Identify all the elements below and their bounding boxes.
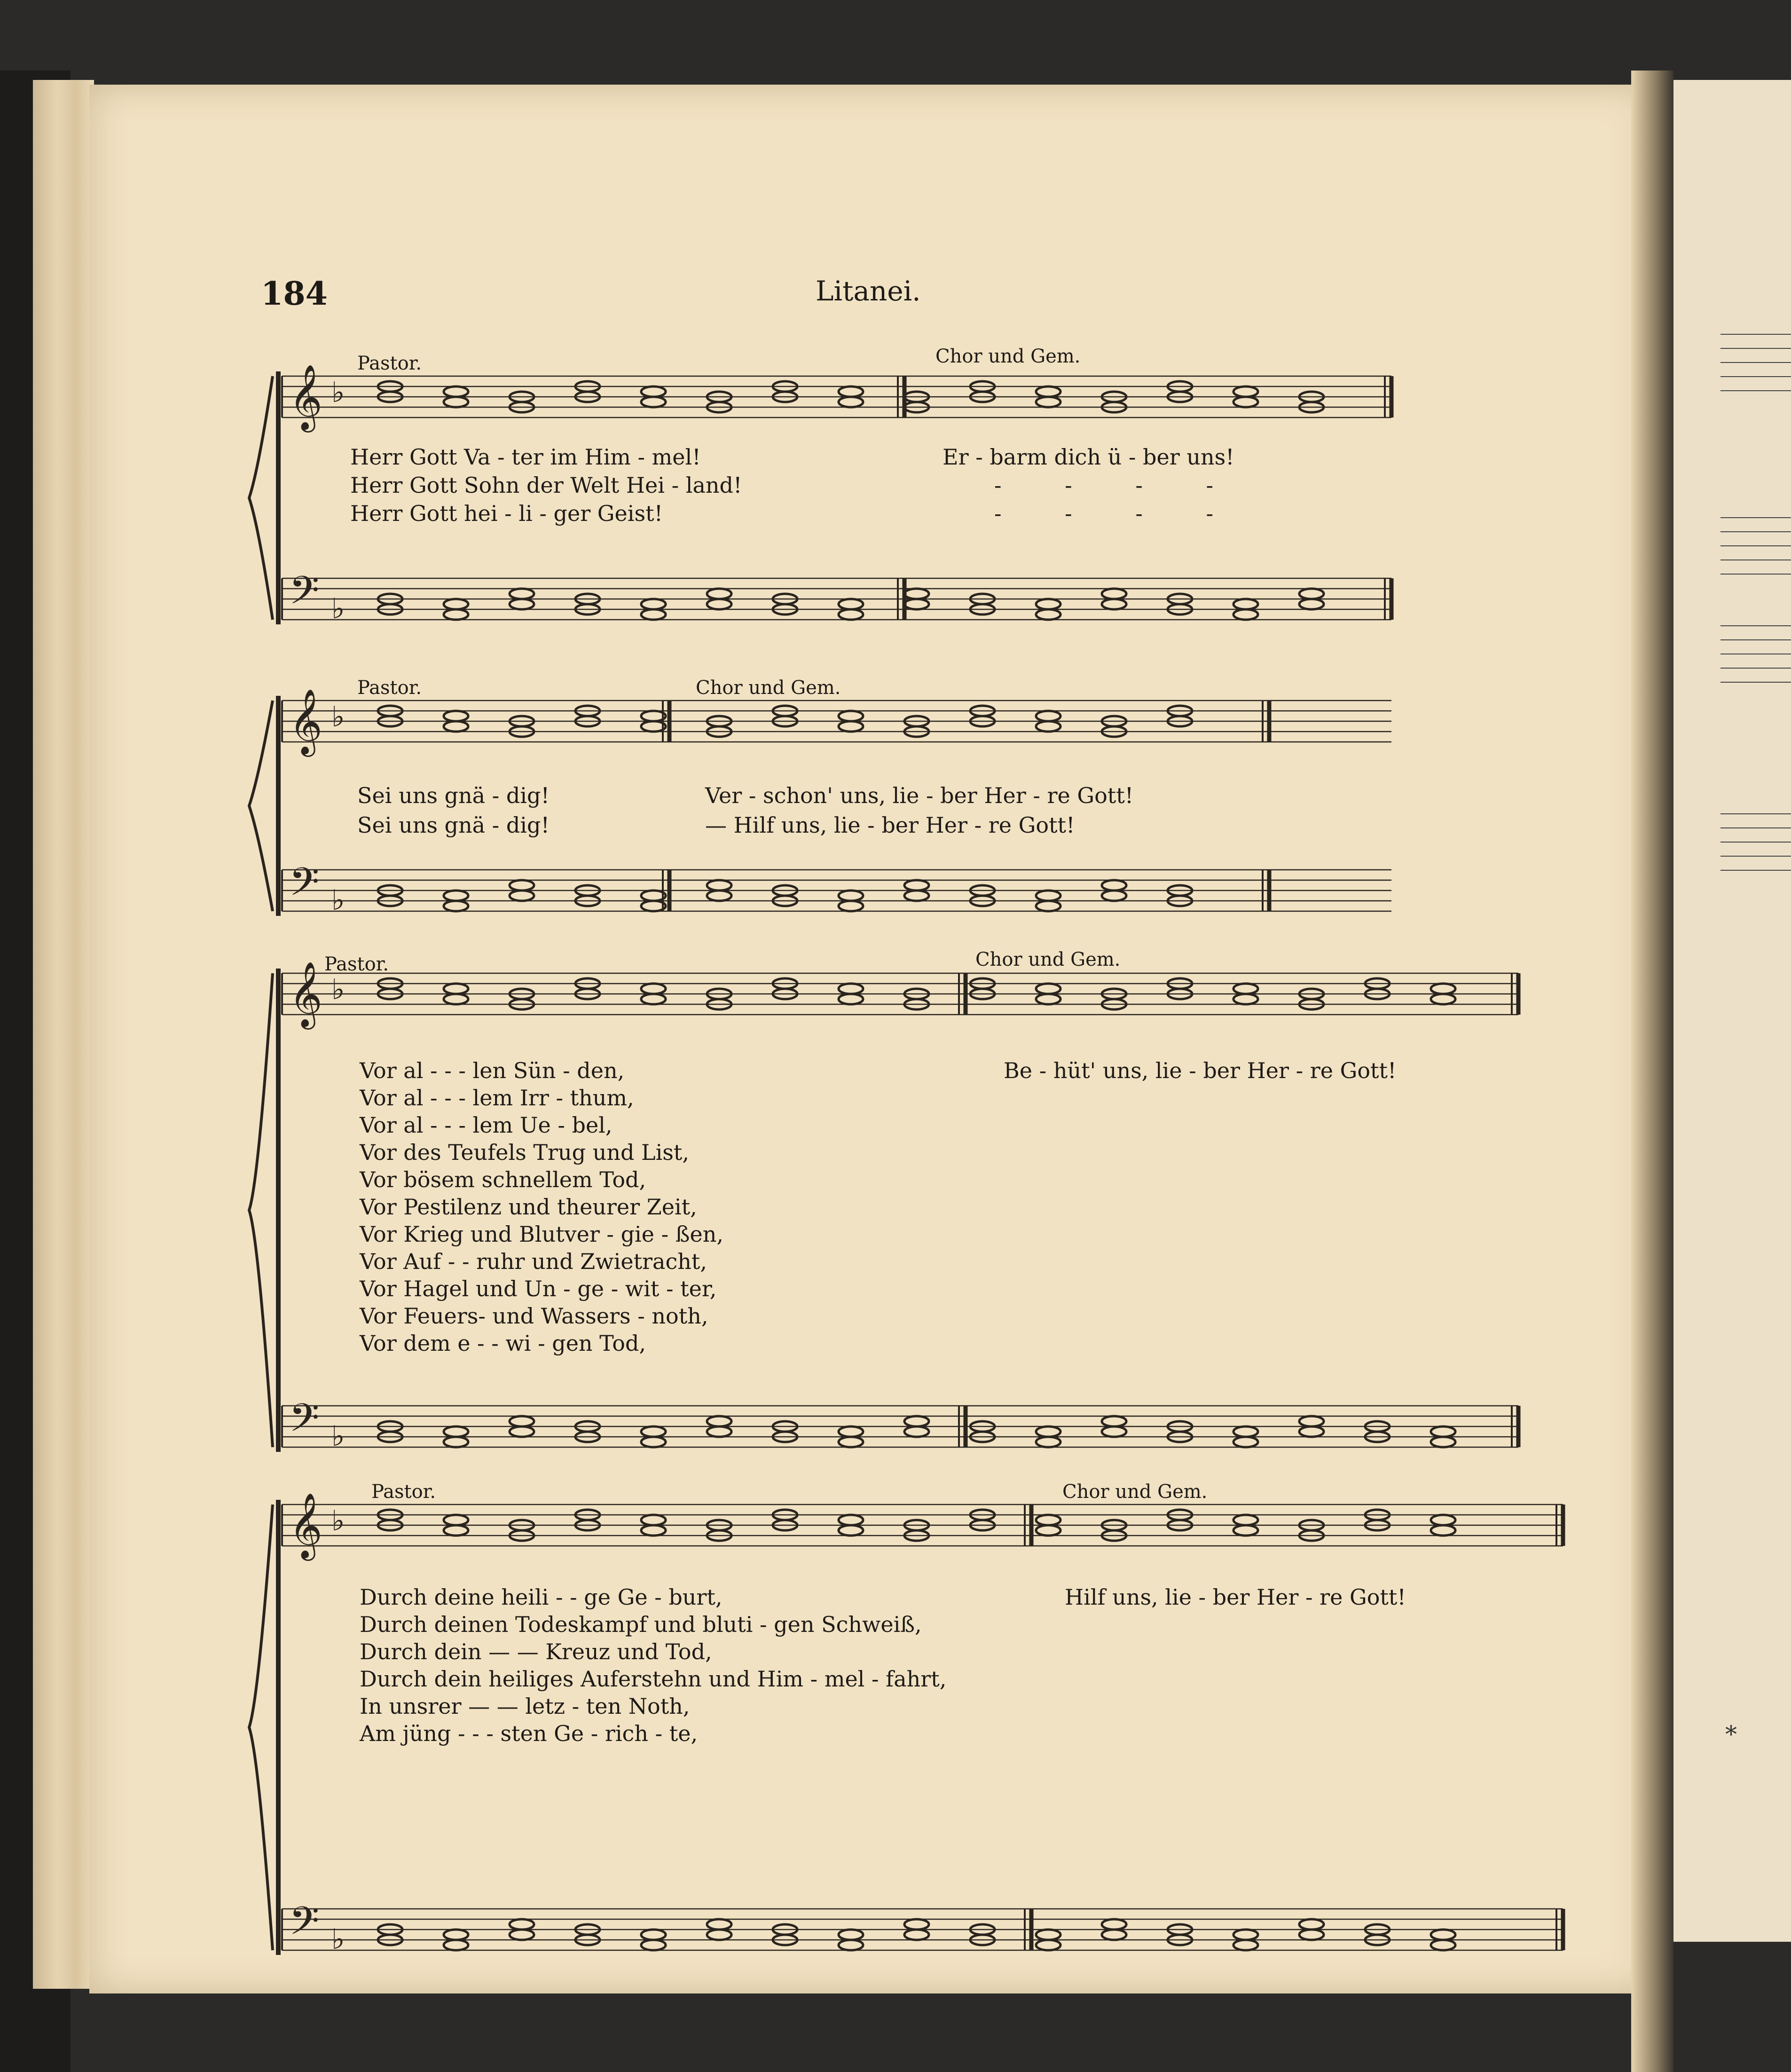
lyric-line: Durch dein heiliges Auferstehn und Him - mel - fahrt, [360, 1666, 947, 1692]
lyric-line: Vor al - - - lem Irr - thum, [360, 1085, 634, 1111]
lyric-line: Durch deine heili - - ge Ge - burt, [360, 1584, 723, 1610]
response-line: Be - hüt' uns, lie - ber Her - re Gott! [1004, 1058, 1397, 1083]
lyric-line: Vor dem e - - wi - gen Tod, [360, 1331, 646, 1356]
pastor-label: Pastor. [371, 1481, 436, 1503]
lyric-line: Vor Feuers- und Wassers - noth, [360, 1303, 708, 1329]
svg-text:♭: ♭ [331, 973, 345, 1006]
lyric-line: Vor Krieg und Blutver - gie - ßen, [360, 1221, 723, 1247]
chor-label: Chor und Gem. [696, 677, 841, 699]
svg-text:♭: ♭ [331, 701, 345, 733]
svg-text:♭: ♭ [331, 376, 345, 409]
pastor-label: Pastor. [357, 677, 422, 699]
lyric-line: Sei uns gnä - dig! [357, 812, 550, 838]
svg-text:𝄞: 𝄞 [289, 689, 322, 754]
lyric-line: Vor al - - - len Sün - den, [360, 1058, 625, 1083]
page-number: 184 [261, 275, 328, 313]
chor-label: Chor und Gem. [975, 949, 1121, 970]
response-line: — Hilf uns, lie - ber Her - re Gott! [705, 812, 1075, 838]
response-line: Er - barm dich ü - ber uns! [943, 444, 1234, 470]
svg-text:𝄞: 𝄞 [289, 1493, 322, 1558]
lyric-line: Vor des Teufels Trug und List, [360, 1140, 690, 1165]
lyric-line: Durch deinen Todeskampf und bluti - gen Schweiß, [360, 1612, 922, 1637]
svg-text:♭: ♭ [331, 1420, 345, 1453]
lyric-line: Herr Gott hei - li - ger Geist! [350, 501, 663, 526]
pastor-label: Pastor. [324, 953, 389, 975]
asterisk-mark: * [1725, 1721, 1737, 1748]
svg-text:𝄢: 𝄢 [289, 1898, 320, 1953]
lyric-line: Vor al - - - lem Ue - bel, [360, 1112, 613, 1138]
svg-text:♭: ♭ [331, 884, 345, 917]
svg-text:𝄢: 𝄢 [289, 859, 320, 914]
lyric-line: Herr Gott Va - ter im Him - mel! [350, 444, 701, 470]
chor-label: Chor und Gem. [1062, 1481, 1208, 1503]
response-line: - - - - [994, 473, 1242, 498]
response-line: - - - - [994, 501, 1242, 526]
pastor-label: Pastor. [357, 353, 422, 374]
chor-label: Chor und Gem. [935, 346, 1081, 367]
lyric-line: Vor Auf - - ruhr und Zwietracht, [360, 1249, 707, 1274]
svg-text:𝄢: 𝄢 [289, 567, 320, 622]
lyric-line: Vor Hagel und Un - ge - wit - ter, [360, 1276, 717, 1301]
lyric-line: In unsrer — — letz - ten Noth, [360, 1694, 690, 1719]
lyric-line: Vor Pestilenz und theurer Zeit, [360, 1194, 697, 1220]
lyric-line: Vor bösem schnellem Tod, [360, 1167, 646, 1192]
svg-text:𝄞: 𝄞 [289, 364, 322, 430]
response-line: Hilf uns, lie - ber Her - re Gott! [1065, 1584, 1406, 1610]
svg-text:♭: ♭ [331, 592, 345, 625]
lyric-line: Sei uns gnä - dig! [357, 783, 550, 808]
lyric-line: Durch dein — — Kreuz und Tod, [360, 1639, 712, 1664]
svg-text:♭: ♭ [331, 1505, 345, 1537]
lyric-line: Herr Gott Sohn der Welt Hei - land! [350, 473, 742, 498]
page-title: Litanei. [816, 275, 921, 307]
response-line: Ver - schon' uns, lie - ber Her - re Gott! [705, 783, 1134, 808]
svg-text:♭: ♭ [331, 1923, 345, 1956]
svg-text:𝄞: 𝄞 [289, 961, 322, 1027]
lyric-line: Am jüng - - - sten Ge - rich - te, [360, 1721, 698, 1746]
svg-text:𝄢: 𝄢 [289, 1395, 320, 1450]
